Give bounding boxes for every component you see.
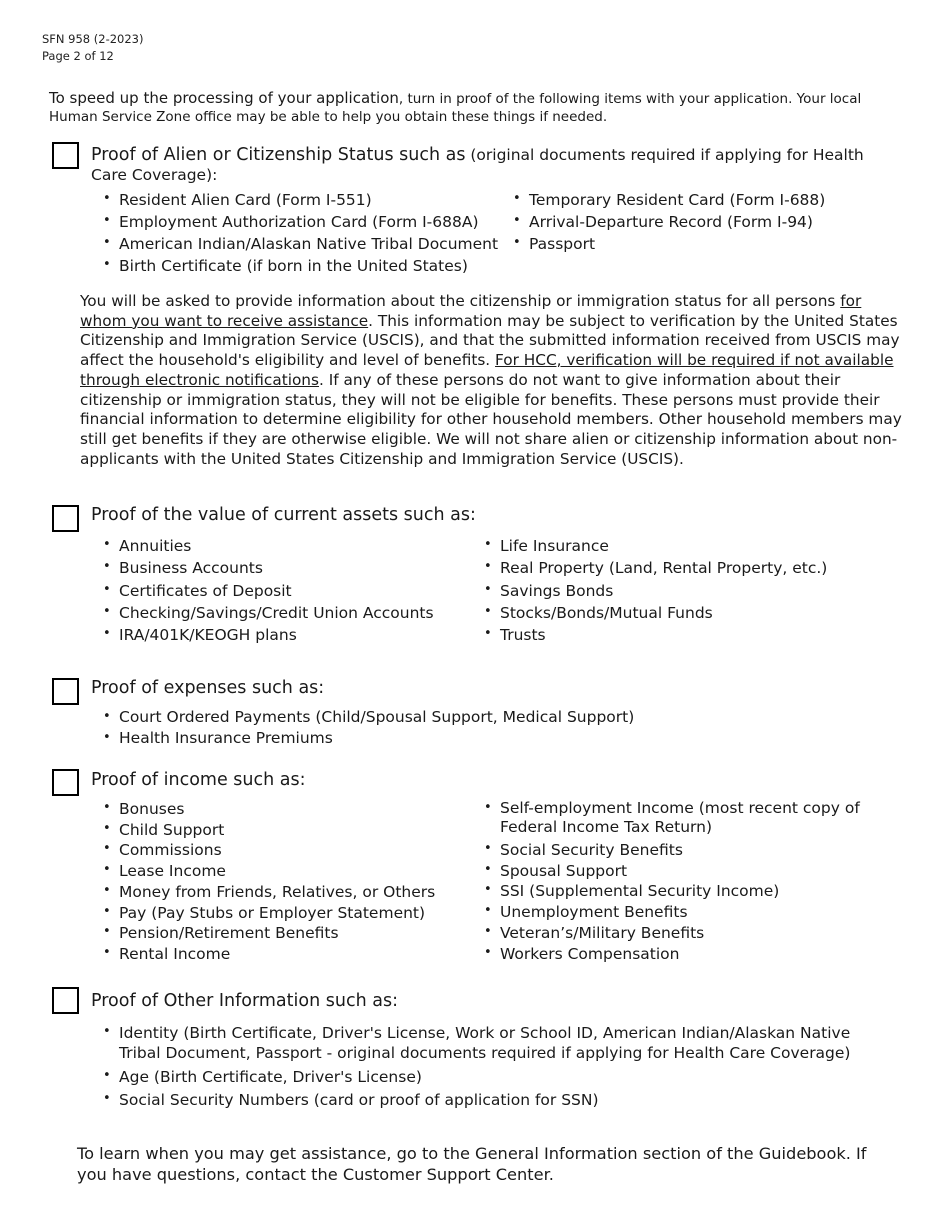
list-item: • Pension/Retirement Benefits [100, 923, 480, 944]
list-item: • Bonuses [100, 799, 480, 820]
income-proof-checkbox[interactable] [52, 769, 79, 796]
page-number: Page 2 of 12 [42, 49, 114, 63]
expenses-section-title: Proof of expenses such as: [91, 678, 325, 698]
list-item: • Checking/Savings/Credit Union Accounts [100, 602, 480, 624]
list-item: • Arrival-Departure Record (Form I-94) [510, 211, 910, 233]
list-item: • Trusts [481, 624, 901, 646]
list-item: • Commissions [100, 840, 480, 861]
citizenship-proof-checkbox[interactable] [52, 142, 79, 169]
citizenship-paragraph [80, 292, 905, 469]
list-item: • IRA/401K/KEOGH plans [100, 624, 480, 646]
list-item: • Identity (Birth Certificate, Driver's License, Work or School ID, American Indian/Alaskan Native Tribal Document, Passport - original documents required if applying for Health Care Coverage) [100, 1023, 890, 1063]
assets-list-left [100, 535, 480, 646]
list-item: • Birth Certificate (if born in the United States) [100, 255, 500, 277]
form-number: SFN 958 (2-2023) [42, 32, 144, 46]
list-item: • Pay (Pay Stubs or Employer Statement) [100, 903, 480, 924]
footer-text: To learn when you may get assistance, go to the General Information section of the Guidebook. If you have questions, contact the Customer Support Center. [77, 1144, 867, 1184]
list-item: • Life Insurance [481, 535, 901, 557]
list-item: • Court Ordered Payments (Child/Spousal Support, Medical Support) [100, 707, 880, 728]
other-info-proof-checkbox[interactable] [52, 987, 79, 1014]
other-list [100, 1023, 890, 1110]
list-item: • Employment Authorization Card (Form I-688A) [100, 211, 500, 233]
expenses-list [100, 707, 880, 749]
list-item: • Lease Income [100, 861, 480, 882]
assets-proof-checkbox[interactable] [52, 505, 79, 532]
citizenship-title: Proof of Alien or Citizenship Status such as [91, 145, 466, 165]
intro-lead: To speed up the processing of your application [49, 89, 399, 107]
list-item: • Age (Birth Certificate, Driver's License) [100, 1067, 890, 1087]
income-list-left [100, 799, 480, 965]
intro-text [49, 89, 879, 126]
list-item: • Annuities [100, 535, 480, 557]
paragraph-text: . This information may be subject to verification by the United States Citizenship and Immigration Service (USCIS), and that the submitted information received from USCIS may affect the household's eligibility and level of benefits. [80, 311, 900, 370]
underlined-text: For HCC, verification will be required if not available through electronic notifications [80, 351, 894, 389]
list-item: • Child Support [100, 820, 480, 841]
income-section-title: Proof of income such as: [91, 770, 306, 790]
list-item: • Stocks/Bonds/Mutual Funds [481, 602, 901, 624]
list-item: • Certificates of Deposit [100, 580, 480, 602]
paragraph-text: You will be asked to provide information about the citizenship or immigration status for all persons [80, 292, 841, 310]
income-list-right [481, 799, 921, 964]
citizenship-section-title [91, 145, 891, 185]
assets-section-title: Proof of the value of current assets such as: [91, 505, 476, 525]
list-item: • Unemployment Benefits [481, 902, 921, 923]
list-item: • Savings Bonds [481, 580, 901, 602]
paragraph-text: . If any of these persons do not want to give information about their citizenship or immigration status, they will not be eligible for benefits. These persons must provide their financial information to determine eligibility for other household members. Other household members may still get benefits if they are otherwise eligible. We will not share alien or citizenship information about non-applicants with the United States Citizenship and Immigration Service (USCIS). [80, 370, 902, 468]
list-item: • Spousal Support [481, 861, 921, 882]
list-item: • Social Security Benefits [481, 840, 921, 861]
list-item: • Temporary Resident Card (Form I-688) [510, 189, 910, 211]
citizenship-list-right [510, 189, 910, 255]
list-item: • Rental Income [100, 944, 480, 965]
list-item: • Workers Compensation [481, 944, 921, 965]
list-item: • Health Insurance Premiums [100, 728, 880, 749]
citizenship-note: (original documents required if applying for Health Care Coverage): [91, 146, 864, 184]
other-section-title: Proof of Other Information such as: [91, 991, 398, 1011]
list-item: • American Indian/Alaskan Native Tribal Document [100, 233, 500, 255]
list-item: • Resident Alien Card (Form I-551) [100, 189, 500, 211]
assets-list-right [481, 535, 901, 646]
list-item: • Veteran’s/Military Benefits [481, 923, 921, 944]
list-item: • Money from Friends, Relatives, or Others [100, 882, 480, 903]
list-item: • Business Accounts [100, 557, 480, 579]
citizenship-list-left [100, 189, 500, 277]
intro-rest: , turn in proof of the following items with your application. Your local Human Service Zone office may be able to help you obtain these things if needed. [49, 91, 862, 125]
expenses-proof-checkbox[interactable] [52, 678, 79, 705]
underlined-text: for whom you want to receive assistance [80, 292, 862, 330]
list-item: • Self-employment Income (most recent copy of Federal Income Tax Return) [481, 799, 921, 837]
list-item: • Real Property (Land, Rental Property, etc.) [481, 557, 901, 579]
list-item: • Social Security Numbers (card or proof of application for SSN) [100, 1090, 890, 1110]
list-item: • SSI (Supplemental Security Income) [481, 881, 921, 902]
list-item: • Passport [510, 233, 910, 255]
